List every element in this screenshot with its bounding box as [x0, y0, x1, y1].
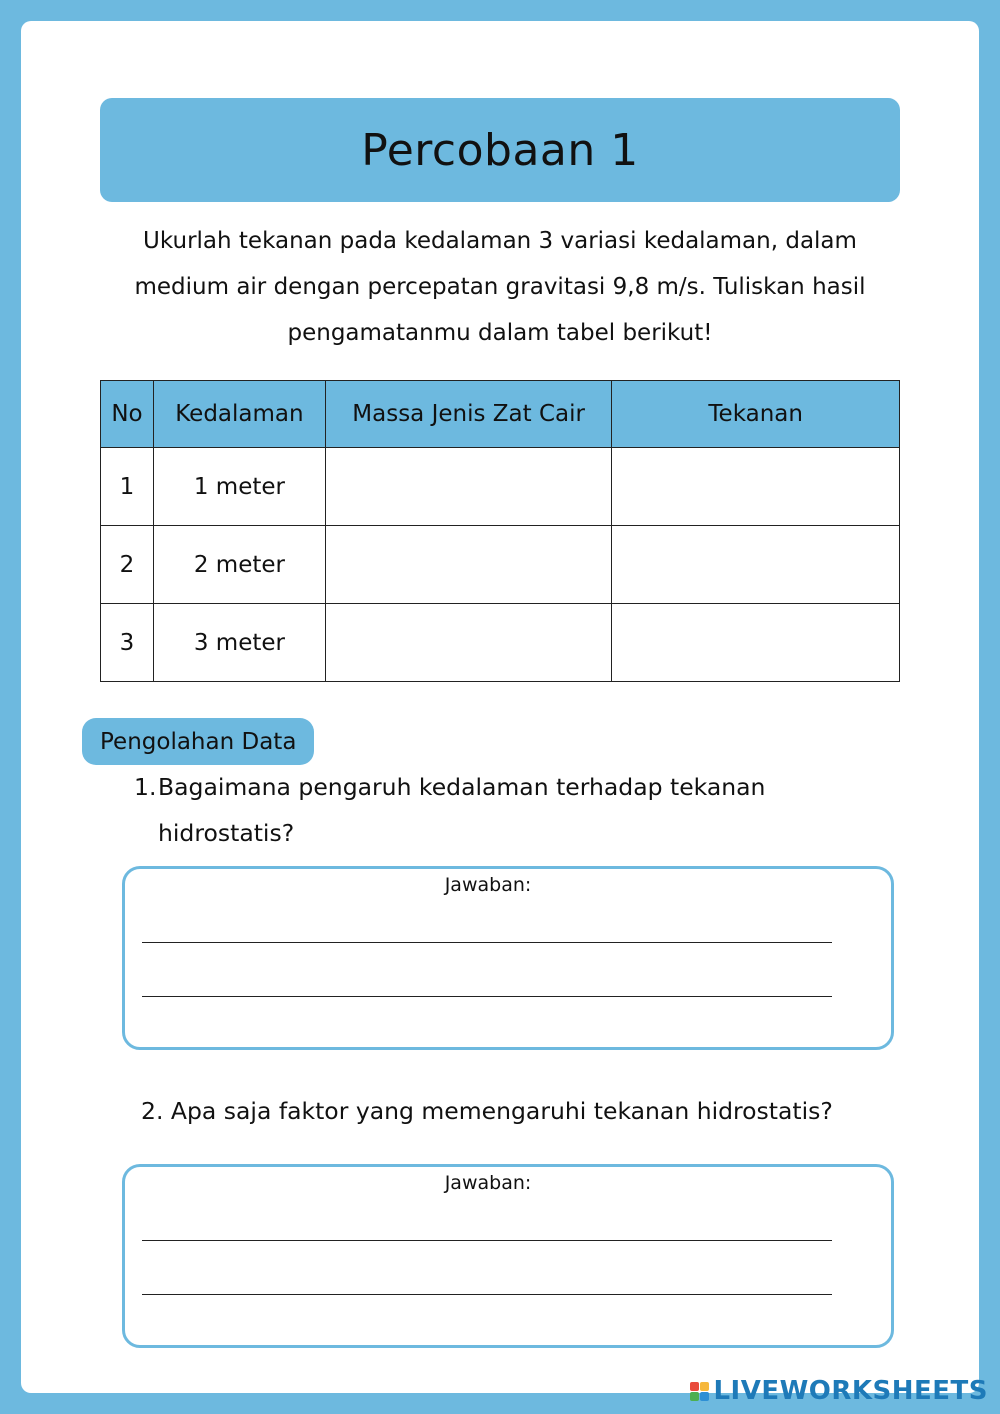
answer-line[interactable]	[142, 1294, 832, 1295]
watermark-text: LIVEWORKSHEETS	[713, 1376, 988, 1406]
page-title: Percobaan 1	[361, 124, 639, 176]
column-header-tekanan: Tekanan	[612, 381, 900, 448]
cell-massa-jenis-input[interactable]	[325, 604, 612, 682]
column-header-massa-jenis: Massa Jenis Zat Cair	[325, 381, 612, 448]
answer-line[interactable]	[142, 942, 832, 943]
column-header-no: No	[101, 381, 154, 448]
table-row	[101, 604, 900, 682]
liveworksheets-logo-icon	[690, 1382, 709, 1401]
question-text: Bagaimana pengaruh kedalaman terhadap tekanan hidrostatis?	[158, 773, 766, 847]
table-row	[101, 526, 900, 604]
cell-kedalaman: 2 meter	[153, 526, 325, 604]
table-header-row	[101, 381, 900, 448]
cell-no: 2	[101, 526, 154, 604]
liveworksheets-watermark	[690, 1376, 988, 1406]
column-header-kedalaman: Kedalaman	[153, 381, 325, 448]
question-2	[141, 1088, 921, 1134]
question-number: 2.	[141, 1097, 164, 1125]
question-text: Apa saja faktor yang memengaruhi tekanan hidrostatis?	[170, 1097, 833, 1125]
instructions-text: Ukurlah tekanan pada kedalaman 3 variasi kedalaman, dalam medium air dengan percepatan gravitasi 9,8 m/s. Tuliskan hasil pengamatanmu dalam tabel berikut!	[134, 228, 866, 346]
logo-square	[700, 1392, 709, 1401]
title-banner	[100, 98, 900, 202]
logo-square	[690, 1392, 699, 1401]
answer-line[interactable]	[142, 1240, 832, 1241]
cell-kedalaman: 1 meter	[153, 448, 325, 526]
cell-tekanan-input[interactable]	[612, 526, 900, 604]
cell-no: 1	[101, 448, 154, 526]
answer-label: Jawaban:	[444, 874, 532, 896]
cell-tekanan-input[interactable]	[612, 448, 900, 526]
cell-no: 3	[101, 604, 154, 682]
answer-box-2[interactable]	[122, 1164, 894, 1348]
logo-square	[700, 1382, 709, 1391]
answer-label: Jawaban:	[444, 1172, 532, 1194]
answer-box-1[interactable]	[122, 866, 894, 1050]
answer-line[interactable]	[142, 996, 832, 997]
cell-tekanan-input[interactable]	[612, 604, 900, 682]
cell-massa-jenis-input[interactable]	[325, 448, 612, 526]
cell-massa-jenis-input[interactable]	[325, 526, 612, 604]
question-1	[134, 764, 854, 856]
logo-square	[690, 1382, 699, 1391]
question-number: 1.	[134, 773, 157, 801]
table-row	[101, 448, 900, 526]
section-label-pengolahan-data: Pengolahan Data	[82, 718, 314, 765]
cell-kedalaman: 3 meter	[153, 604, 325, 682]
observation-table	[100, 380, 900, 682]
